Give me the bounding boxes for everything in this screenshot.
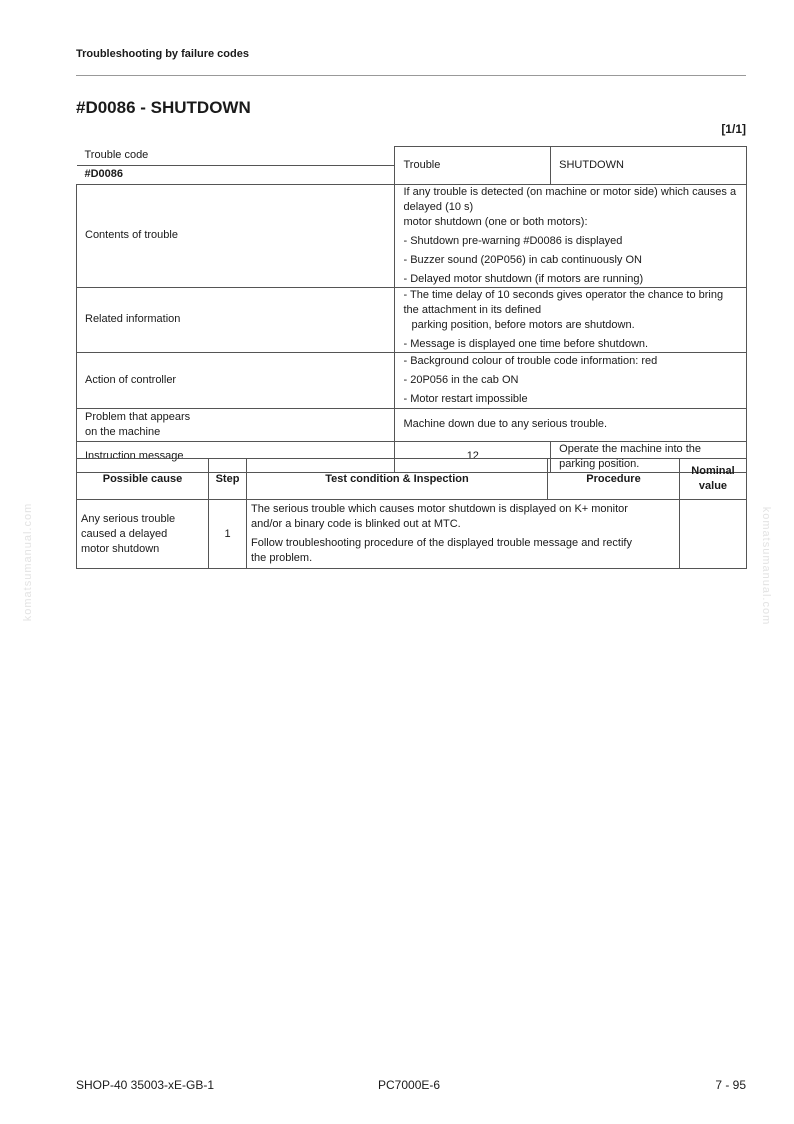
cause-table-header-row — [77, 459, 747, 500]
problem-label-line: on the machine — [85, 425, 161, 438]
nominal-header-line: value — [698, 480, 728, 492]
contents-line: If any trouble is detected (on machine or motor side) which causes a delayed (10 s) — [403, 185, 737, 213]
contents-row — [77, 184, 747, 287]
test-condition-cell — [247, 500, 680, 569]
problem-label — [77, 408, 395, 441]
cause-line: Any serious trouble — [81, 512, 176, 525]
watermark-left: komatsumanual.com — [22, 502, 34, 622]
trouble-code-row — [77, 147, 747, 185]
possible-cause-table — [76, 458, 747, 569]
test-line: The serious trouble which causes motor shutdown is displayed on K+ monitor — [251, 503, 628, 515]
related-info-line: - The time delay of 10 seconds gives operator the chance to bring the attachment in its defined — [403, 288, 724, 316]
related-info-value — [395, 287, 747, 352]
nominal-value-header — [680, 459, 747, 500]
trouble-code-value: #D0086 — [84, 167, 124, 180]
contents-line: - Shutdown pre-warning #D0086 is displayed — [403, 234, 623, 247]
cause-line: motor shutdown — [81, 542, 160, 555]
test-line: the problem. — [251, 552, 313, 564]
contents-value — [395, 184, 747, 287]
step-header: Step — [209, 459, 247, 500]
header-rule — [76, 75, 746, 76]
possible-cause-cell — [77, 500, 209, 569]
watermark-right: komatsumanual.com — [760, 506, 772, 626]
action-line: - Motor restart impossible — [403, 392, 528, 405]
problem-value: Machine down due to any serious trouble. — [395, 408, 747, 441]
action-label: Action of controller — [77, 352, 395, 408]
instruction-label: Instruction message — [77, 441, 395, 472]
procedure-header: Procedure — [548, 459, 680, 500]
test-line: Follow troubleshooting procedure of the displayed trouble message and rectify — [251, 537, 632, 549]
contents-line: - Delayed motor shutdown (if motors are running) — [403, 272, 644, 285]
related-info-line: - Message is displayed one time before shutdown. — [403, 337, 649, 350]
nominal-value-cell — [680, 500, 747, 569]
problem-row — [77, 408, 747, 441]
footer-page-number: 7 - 95 — [715, 1078, 746, 1092]
footer-document-code: SHOP-40 35003-xE-GB-1 — [76, 1078, 215, 1092]
problem-label-line: Problem that appears — [85, 410, 191, 423]
action-line: - Background colour of trouble code information: red — [403, 354, 658, 367]
contents-line: motor shutdown (one or both motors): — [403, 215, 588, 228]
action-row — [77, 352, 747, 408]
cause-line: caused a delayed — [81, 527, 168, 540]
trouble-code-cell — [77, 147, 395, 185]
page-reference: [1/1] — [721, 122, 746, 136]
section-header: Troubleshooting by failure codes — [76, 48, 249, 60]
contents-line: - Buzzer sound (20P056) in cab continuously ON — [403, 253, 642, 266]
trouble-label: Trouble — [395, 147, 551, 185]
related-info-line: parking position, before motors are shutdown. — [411, 318, 635, 331]
related-info-label: Related information — [77, 287, 395, 352]
page-title: #D0086 - SHUTDOWN — [76, 98, 251, 117]
test-condition-header: Test condition & Inspection — [247, 459, 548, 500]
trouble-code-label: Trouble code — [77, 147, 395, 166]
related-info-row — [77, 287, 747, 352]
instruction-number: 12 — [395, 441, 551, 472]
nominal-header-line: Nominal — [691, 465, 735, 477]
trouble-info-table — [76, 146, 747, 473]
test-line: and/or a binary code is blinked out at MTC. — [251, 518, 461, 530]
action-value — [395, 352, 747, 408]
contents-label: Contents of trouble — [77, 184, 395, 287]
table-row — [77, 500, 747, 569]
possible-cause-header: Possible cause — [77, 459, 209, 500]
footer-model: PC7000E-6 — [378, 1078, 441, 1092]
trouble-value: SHUTDOWN — [551, 147, 747, 185]
step-cell: 1 — [209, 500, 247, 569]
instruction-value: Operate the machine into the parking position. — [551, 441, 747, 472]
action-line: - 20P056 in the cab ON — [403, 373, 519, 386]
